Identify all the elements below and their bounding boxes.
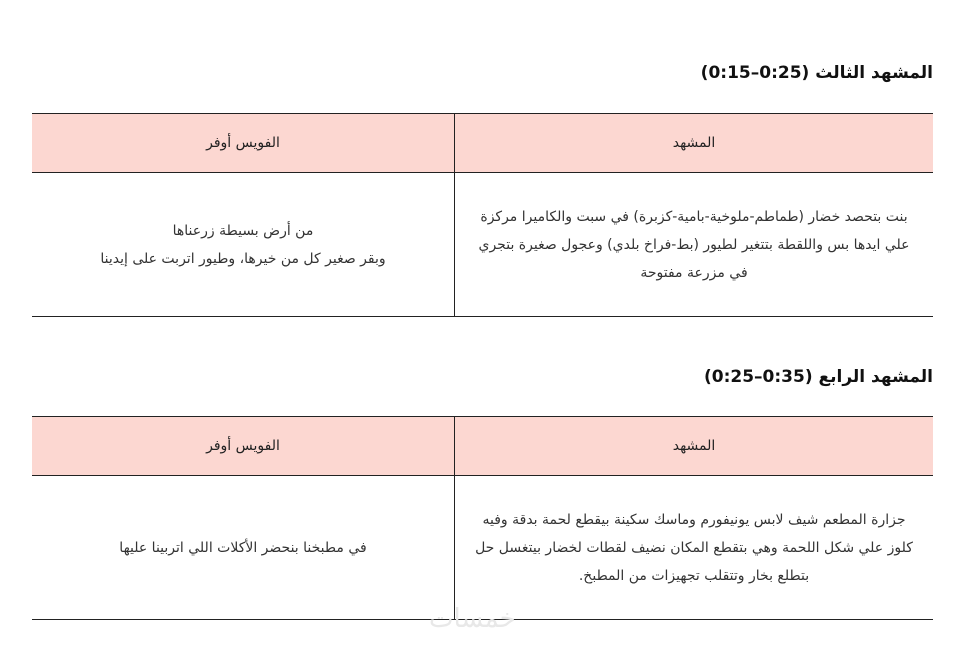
column-header-voiceover: الفويس أوفر: [32, 114, 455, 173]
table-row: [32, 476, 933, 620]
column-header-voiceover: الفويس أوفر: [32, 417, 455, 476]
column-header-scene: المشهد: [455, 114, 934, 173]
column-header-scene: المشهد: [455, 417, 934, 476]
voiceover-line: وبقر صغير كل من خيرها، وطيور اتربت على إيدينا: [100, 250, 386, 267]
section-title-scene-3: المشهد الثالث (0:25–0:15): [700, 63, 933, 83]
scene-table-3: [32, 113, 933, 317]
watermark-logo: خمسات: [429, 604, 516, 634]
scene-table-4: [32, 416, 933, 620]
table-row: [32, 173, 933, 317]
voiceover-line: في مطبخنا بنحضر الأكلات اللي اتربينا عليها: [119, 539, 367, 556]
voiceover-text: [32, 476, 455, 620]
voiceover-text: [32, 173, 455, 317]
scene-description: جزارة المطعم شيف لابس يونيفورم وماسك سكينة بيقطع لحمة بدقة وفيه كلوز علي شكل اللحمة وهي بتقطع المكان نضيف لقطات لخضار بيتغسل حل بتطلع بخار وتتقلب تجهيزات من المطبخ.: [455, 476, 934, 620]
table-header-row: [32, 114, 933, 173]
scene-description: بنت بتحصد خضار (طماطم-ملوخية-بامية-كزبرة) في سبت والكاميرا مركزة علي ايدها بس واللقطة بتتغير لطيور (بط-فراخ بلدي) وعجول صغيرة بتجري في مزرعة مفتوحة: [455, 173, 934, 317]
voiceover-line: من أرض بسيطة زرعناها: [172, 222, 314, 239]
table-header-row: [32, 417, 933, 476]
section-title-scene-4: المشهد الرابع (0:35–0:25): [703, 367, 933, 387]
